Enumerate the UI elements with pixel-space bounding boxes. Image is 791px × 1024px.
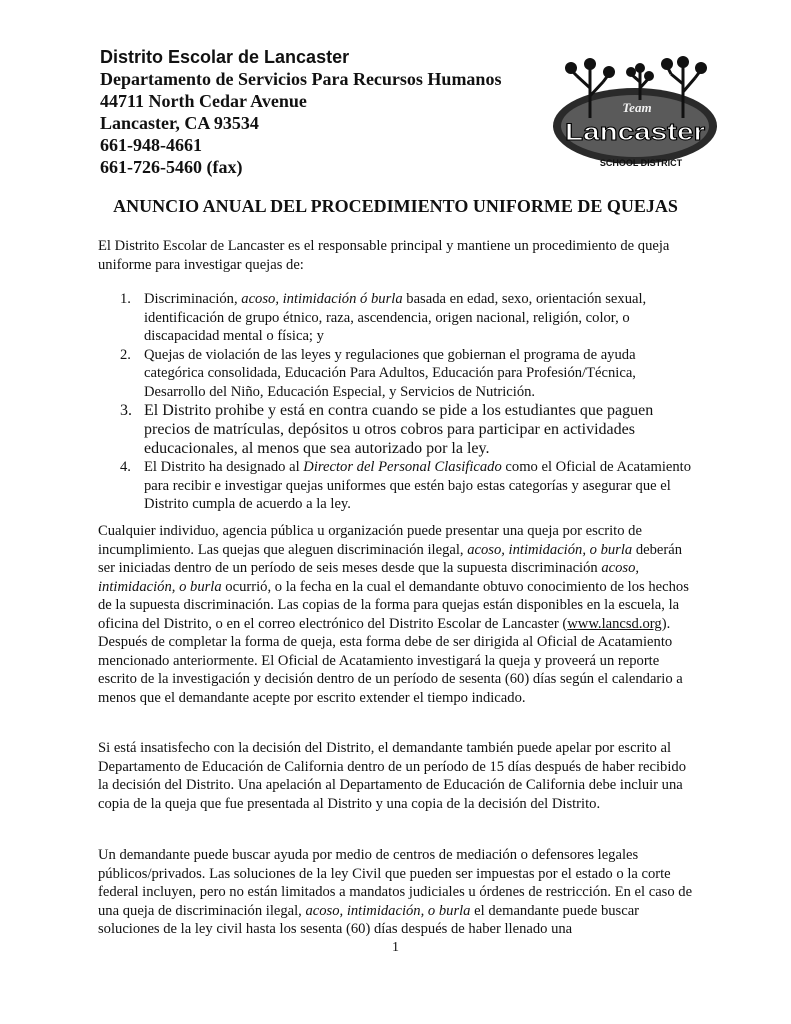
logo-word-district: SCHOOL DISTRICT bbox=[599, 158, 683, 168]
fax-number: 661-726-5460 (fax) bbox=[100, 157, 243, 177]
page-title: ANUNCIO ANUAL DEL PROCEDIMIENTO UNIFORME DE QUEJAS bbox=[113, 196, 678, 216]
letterhead bbox=[100, 46, 540, 178]
street-address: 44711 North Cedar Avenue bbox=[100, 91, 307, 111]
list-item: 1. Discriminación, acoso, intimidación ó burla basada en edad, sexo, orientación sexual, identificación de grupo étnico, raza, ascendencia, origen nacional, religión, color, o discapacidad mental o física; y bbox=[120, 291, 647, 344]
intro-paragraph: El Distrito Escolar de Lancaster es el responsable principal y mantiene un procedimiento de queja uniforme para investigar quejas de: bbox=[98, 238, 670, 273]
team-lancaster-logo-icon bbox=[535, 48, 725, 178]
list-item: 4. El Distrito ha designado al Director del Personal Clasificado como el Oficial de Acatamiento para recibir e investigar quejas uniformes que estén bajo estas categorías y asegurar que el Distrito cumpla de acuerdo a la ley. bbox=[120, 459, 692, 512]
logo-word-team: Team bbox=[622, 100, 652, 115]
list-item: 3. El Distrito prohibe y está en contra cuando se pide a los estudiantes que paguen precios de matrículas, depósitos u otros cobros para participar en actividades educacionales, al menos que sea autorizado por la ley. bbox=[120, 402, 654, 457]
phone-number: 661-948-4661 bbox=[100, 135, 202, 155]
city-state-zip: Lancaster, CA 93534 bbox=[100, 113, 259, 133]
district-website-link[interactable]: www.lancsd.org bbox=[567, 615, 662, 632]
appeal-paragraph: Si está insatisfecho con la decisión del Distrito, el demandante también puede apelar por escrito al Departamento de Educación de California dentro de un período de 15 días después de haber recibido la decisión del Distrito. Una apelación al Departamento de Educación de California debe incluir una copia de la queja que fue presentada al Distrito y una copia de la decisión del Distrito. bbox=[98, 740, 686, 812]
department-name: Departamento de Servicios Para Recursos Humanos bbox=[100, 69, 502, 89]
org-name: Distrito Escolar de Lancaster bbox=[100, 47, 350, 67]
filing-paragraph: Cualquier individuo, agencia pública u organización puede presentar una queja por escrito de incumplimiento. Las quejas que aleguen discriminación ilegal, acoso, intimidación, o burla deberán ser iniciadas dentro de un período de seis meses desde que la supuesta discriminación acoso, intimidación, o burla ocurrió, o la fecha en la cual el demandante obtuvo conocimiento de los hechos de la supuesta discriminación. Las copias de la forma para quejas están disponibles en la escuela, la oficina del Distrito, o en el correo electrónico del Distrito Escolar de Lancaster (www.lancsd.org). Después de completar la forma de queja, esta forma debe de ser dirigida al Oficial de Acatamiento mencionado anteriormente. El Oficial de Acatamiento investigará la queja y proveerá un reporte escrito de la investigación y decisión dentro de un período de sesenta (60) días según el calendario a menos que el demandante acepte por escrito extender el tiempo indicado. bbox=[98, 523, 689, 706]
remedies-paragraph: Un demandante puede buscar ayuda por medio de centros de mediación o defensores legales públicos/privados. Las soluciones de la ley Civil que pueden ser impuestas por el estado o la corte federal incluyen, pero no están limitados a mandatos judiciales u órdenes de restricción. En el caso de una queja de discriminación ilegal, acoso, intimidación, o burla el demandante puede buscar soluciones de la ley civil hasta los sesenta (60) días después de haber llenado una bbox=[98, 847, 693, 937]
complaint-categories-list bbox=[98, 290, 698, 514]
logo-word-main: Lancaster bbox=[565, 119, 705, 146]
page-number: 1 bbox=[392, 940, 399, 955]
list-item: 2. Quejas de violación de las leyes y regulaciones que gobiernan el programa de ayuda categórica consolidada, Educación Para Adultos, Educación para Profesión/Técnica, Desarrollo del Niño, Educación Especial, y Servicios de Nutrición. bbox=[120, 346, 636, 400]
